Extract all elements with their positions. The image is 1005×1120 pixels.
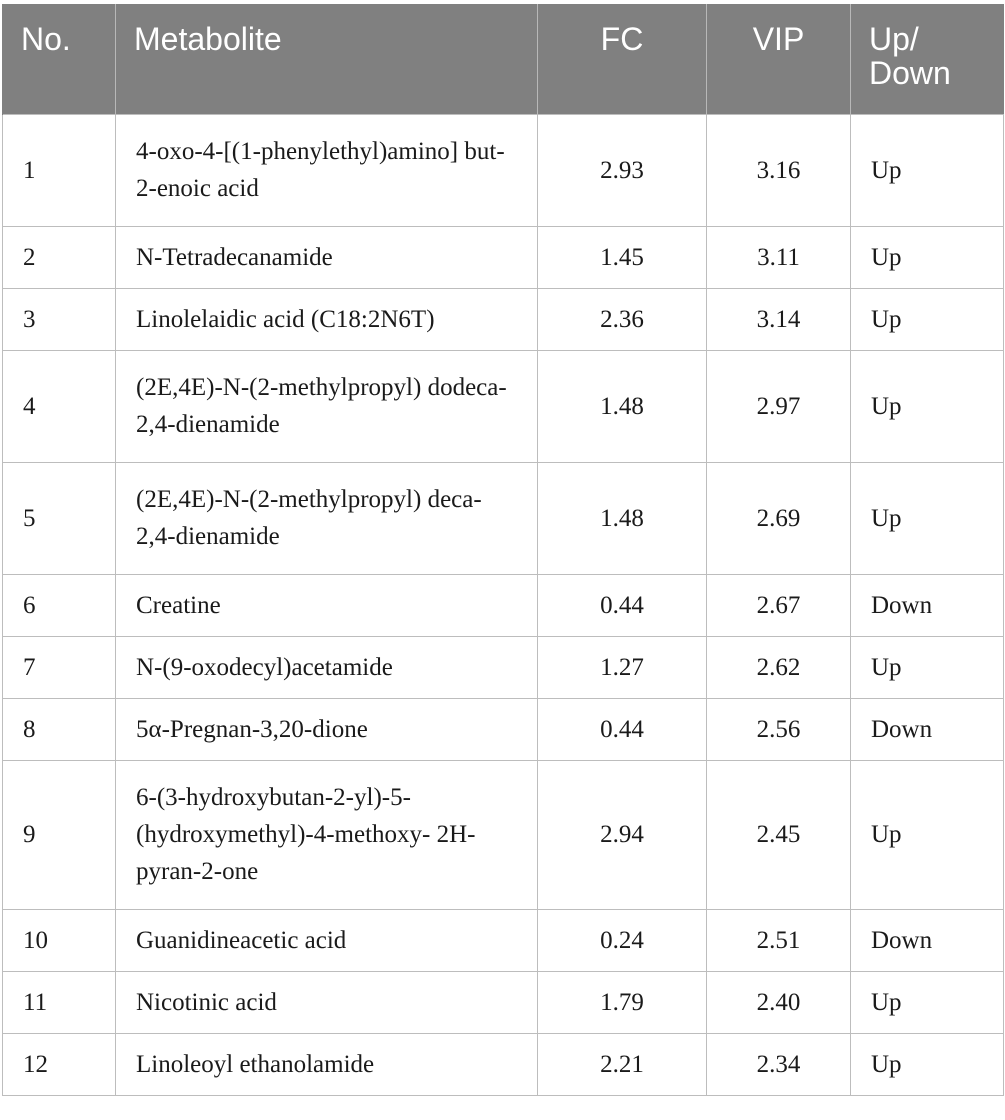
cell-metabolite: Linolelaidic acid (C18:2N6T) (116, 288, 538, 350)
table-row (3, 114, 1004, 226)
cell-vip: 3.14 (707, 288, 851, 350)
table-row (3, 636, 1004, 698)
cell-metabolite: Linoleoyl ethanolamide (116, 1033, 538, 1095)
cell-no: 1 (3, 114, 116, 226)
header-fc: FC (538, 4, 707, 114)
cell-vip: 3.16 (707, 114, 851, 226)
cell-vip: 2.51 (707, 909, 851, 971)
cell-no: 7 (3, 636, 116, 698)
cell-metabolite: 6-(3-hydroxybutan-2-yl)-5- (hydroxymethyl)-4-methoxy- 2H-pyran-2-one (116, 760, 538, 909)
cell-updown: Up (851, 350, 1004, 462)
cell-metabolite: (2E,4E)-N-(2-methylpropyl) deca-2,4-dienamide (116, 462, 538, 574)
cell-metabolite: N-Tetradecanamide (116, 226, 538, 288)
table-row (3, 226, 1004, 288)
cell-vip: 2.40 (707, 971, 851, 1033)
cell-fc: 2.93 (538, 114, 707, 226)
cell-metabolite: Creatine (116, 574, 538, 636)
cell-vip: 2.34 (707, 1033, 851, 1095)
cell-fc: 2.21 (538, 1033, 707, 1095)
cell-no: 4 (3, 350, 116, 462)
cell-fc: 0.44 (538, 698, 707, 760)
cell-metabolite: 4-oxo-4-[(1-phenylethyl)amino] but-2-enoic acid (116, 114, 538, 226)
cell-vip: 2.62 (707, 636, 851, 698)
cell-fc: 2.94 (538, 760, 707, 909)
cell-metabolite: (2E,4E)-N-(2-methylpropyl) dodeca-2,4-dienamide (116, 350, 538, 462)
header-vip: VIP (707, 4, 851, 114)
table-row (3, 288, 1004, 350)
cell-metabolite: 5α-Pregnan-3,20-dione (116, 698, 538, 760)
cell-updown: Down (851, 909, 1004, 971)
cell-fc: 1.45 (538, 226, 707, 288)
cell-no: 11 (3, 971, 116, 1033)
cell-updown: Up (851, 1033, 1004, 1095)
cell-vip: 2.56 (707, 698, 851, 760)
cell-updown: Down (851, 574, 1004, 636)
cell-vip: 2.97 (707, 350, 851, 462)
cell-metabolite: Nicotinic acid (116, 971, 538, 1033)
cell-fc: 1.48 (538, 462, 707, 574)
cell-vip: 2.67 (707, 574, 851, 636)
cell-updown: Up (851, 462, 1004, 574)
cell-no: 9 (3, 760, 116, 909)
cell-no: 8 (3, 698, 116, 760)
cell-updown: Up (851, 636, 1004, 698)
table-row (3, 350, 1004, 462)
cell-updown: Up (851, 760, 1004, 909)
cell-fc: 1.27 (538, 636, 707, 698)
cell-no: 10 (3, 909, 116, 971)
table-row (3, 1033, 1004, 1095)
header-no: No. (3, 4, 116, 114)
cell-vip: 2.45 (707, 760, 851, 909)
cell-fc: 1.79 (538, 971, 707, 1033)
table-row (3, 462, 1004, 574)
header-metabolite: Metabolite (116, 4, 538, 114)
table-row (3, 909, 1004, 971)
cell-no: 6 (3, 574, 116, 636)
cell-no: 12 (3, 1033, 116, 1095)
cell-no: 5 (3, 462, 116, 574)
cell-updown: Up (851, 226, 1004, 288)
table-row (3, 574, 1004, 636)
header-updown: Up/ Down (851, 4, 1004, 114)
metabolite-table (2, 4, 1004, 1096)
cell-updown: Up (851, 114, 1004, 226)
cell-vip: 2.69 (707, 462, 851, 574)
table-header-row (3, 4, 1004, 114)
table-row (3, 971, 1004, 1033)
cell-updown: Up (851, 971, 1004, 1033)
cell-fc: 0.24 (538, 909, 707, 971)
cell-no: 3 (3, 288, 116, 350)
table-row (3, 698, 1004, 760)
cell-fc: 1.48 (538, 350, 707, 462)
cell-metabolite: N-(9-oxodecyl)acetamide (116, 636, 538, 698)
cell-updown: Down (851, 698, 1004, 760)
cell-fc: 0.44 (538, 574, 707, 636)
cell-metabolite: Guanidineacetic acid (116, 909, 538, 971)
cell-no: 2 (3, 226, 116, 288)
cell-updown: Up (851, 288, 1004, 350)
table-row (3, 760, 1004, 909)
cell-fc: 2.36 (538, 288, 707, 350)
cell-vip: 3.11 (707, 226, 851, 288)
